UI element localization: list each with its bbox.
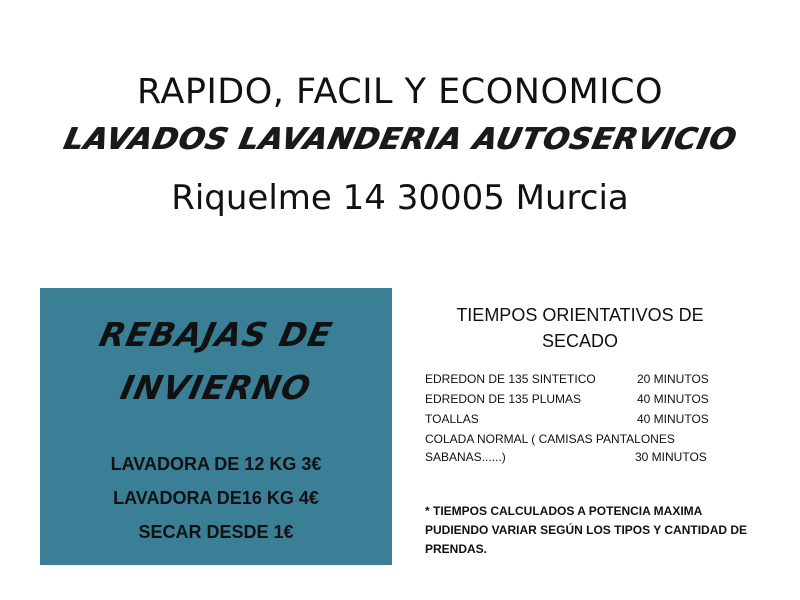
drying-item: COLADA NORMAL ( CAMISAS PANTALONES [425, 432, 675, 446]
drying-duration: 30 MINUTOS [635, 450, 707, 464]
promo-price-washer-12kg: LAVADORA DE 12 KG 3€ [110, 454, 322, 474]
drying-item: EDREDON DE 135 SINTETICO [425, 372, 596, 386]
headline: RAPIDO, FACIL Y ECONOMICO [137, 72, 663, 112]
table-row [425, 372, 725, 392]
drying-duration: 40 MINUTOS [637, 392, 709, 406]
drying-item-continued: SABANAS......) [425, 450, 506, 464]
drying-times-title [420, 302, 740, 354]
drying-duration: 40 MINUTOS [637, 412, 709, 426]
table-row [425, 412, 725, 432]
drying-item: EDREDON DE 135 PLUMAS [425, 392, 582, 406]
drying-item: TOALLAS [425, 412, 479, 426]
footnote: * TIEMPOS CALCULADOS A POTENCIA MAXIMA PUDIENDO VARIAR SEGÚN LOS TIPOS Y CANTIDAD DE PRENDAS. [425, 504, 748, 556]
drying-duration: 20 MINUTOS [637, 372, 709, 386]
table-row [425, 432, 725, 470]
drying-times-title-line-1: TIEMPOS ORIENTATIVOS DE [456, 305, 704, 325]
table-row [425, 392, 725, 412]
promo-panel [40, 288, 392, 565]
brand-subtitle: LAVADOS LAVANDERIA AUTOSERVICIO [60, 122, 740, 157]
promo-price-washer-16kg: LAVADORA DE16 KG 4€ [113, 488, 319, 508]
drying-times-table [425, 372, 725, 470]
promo-title-line-1: REBAJAS DE [96, 315, 336, 354]
address: Riquelme 14 30005 Murcia [171, 178, 629, 218]
promo-title-line-2: INVIERNO [117, 368, 315, 407]
drying-times-title-line-2: SECADO [541, 331, 619, 351]
promo-price-dryer: SECAR DESDE 1€ [138, 522, 294, 542]
